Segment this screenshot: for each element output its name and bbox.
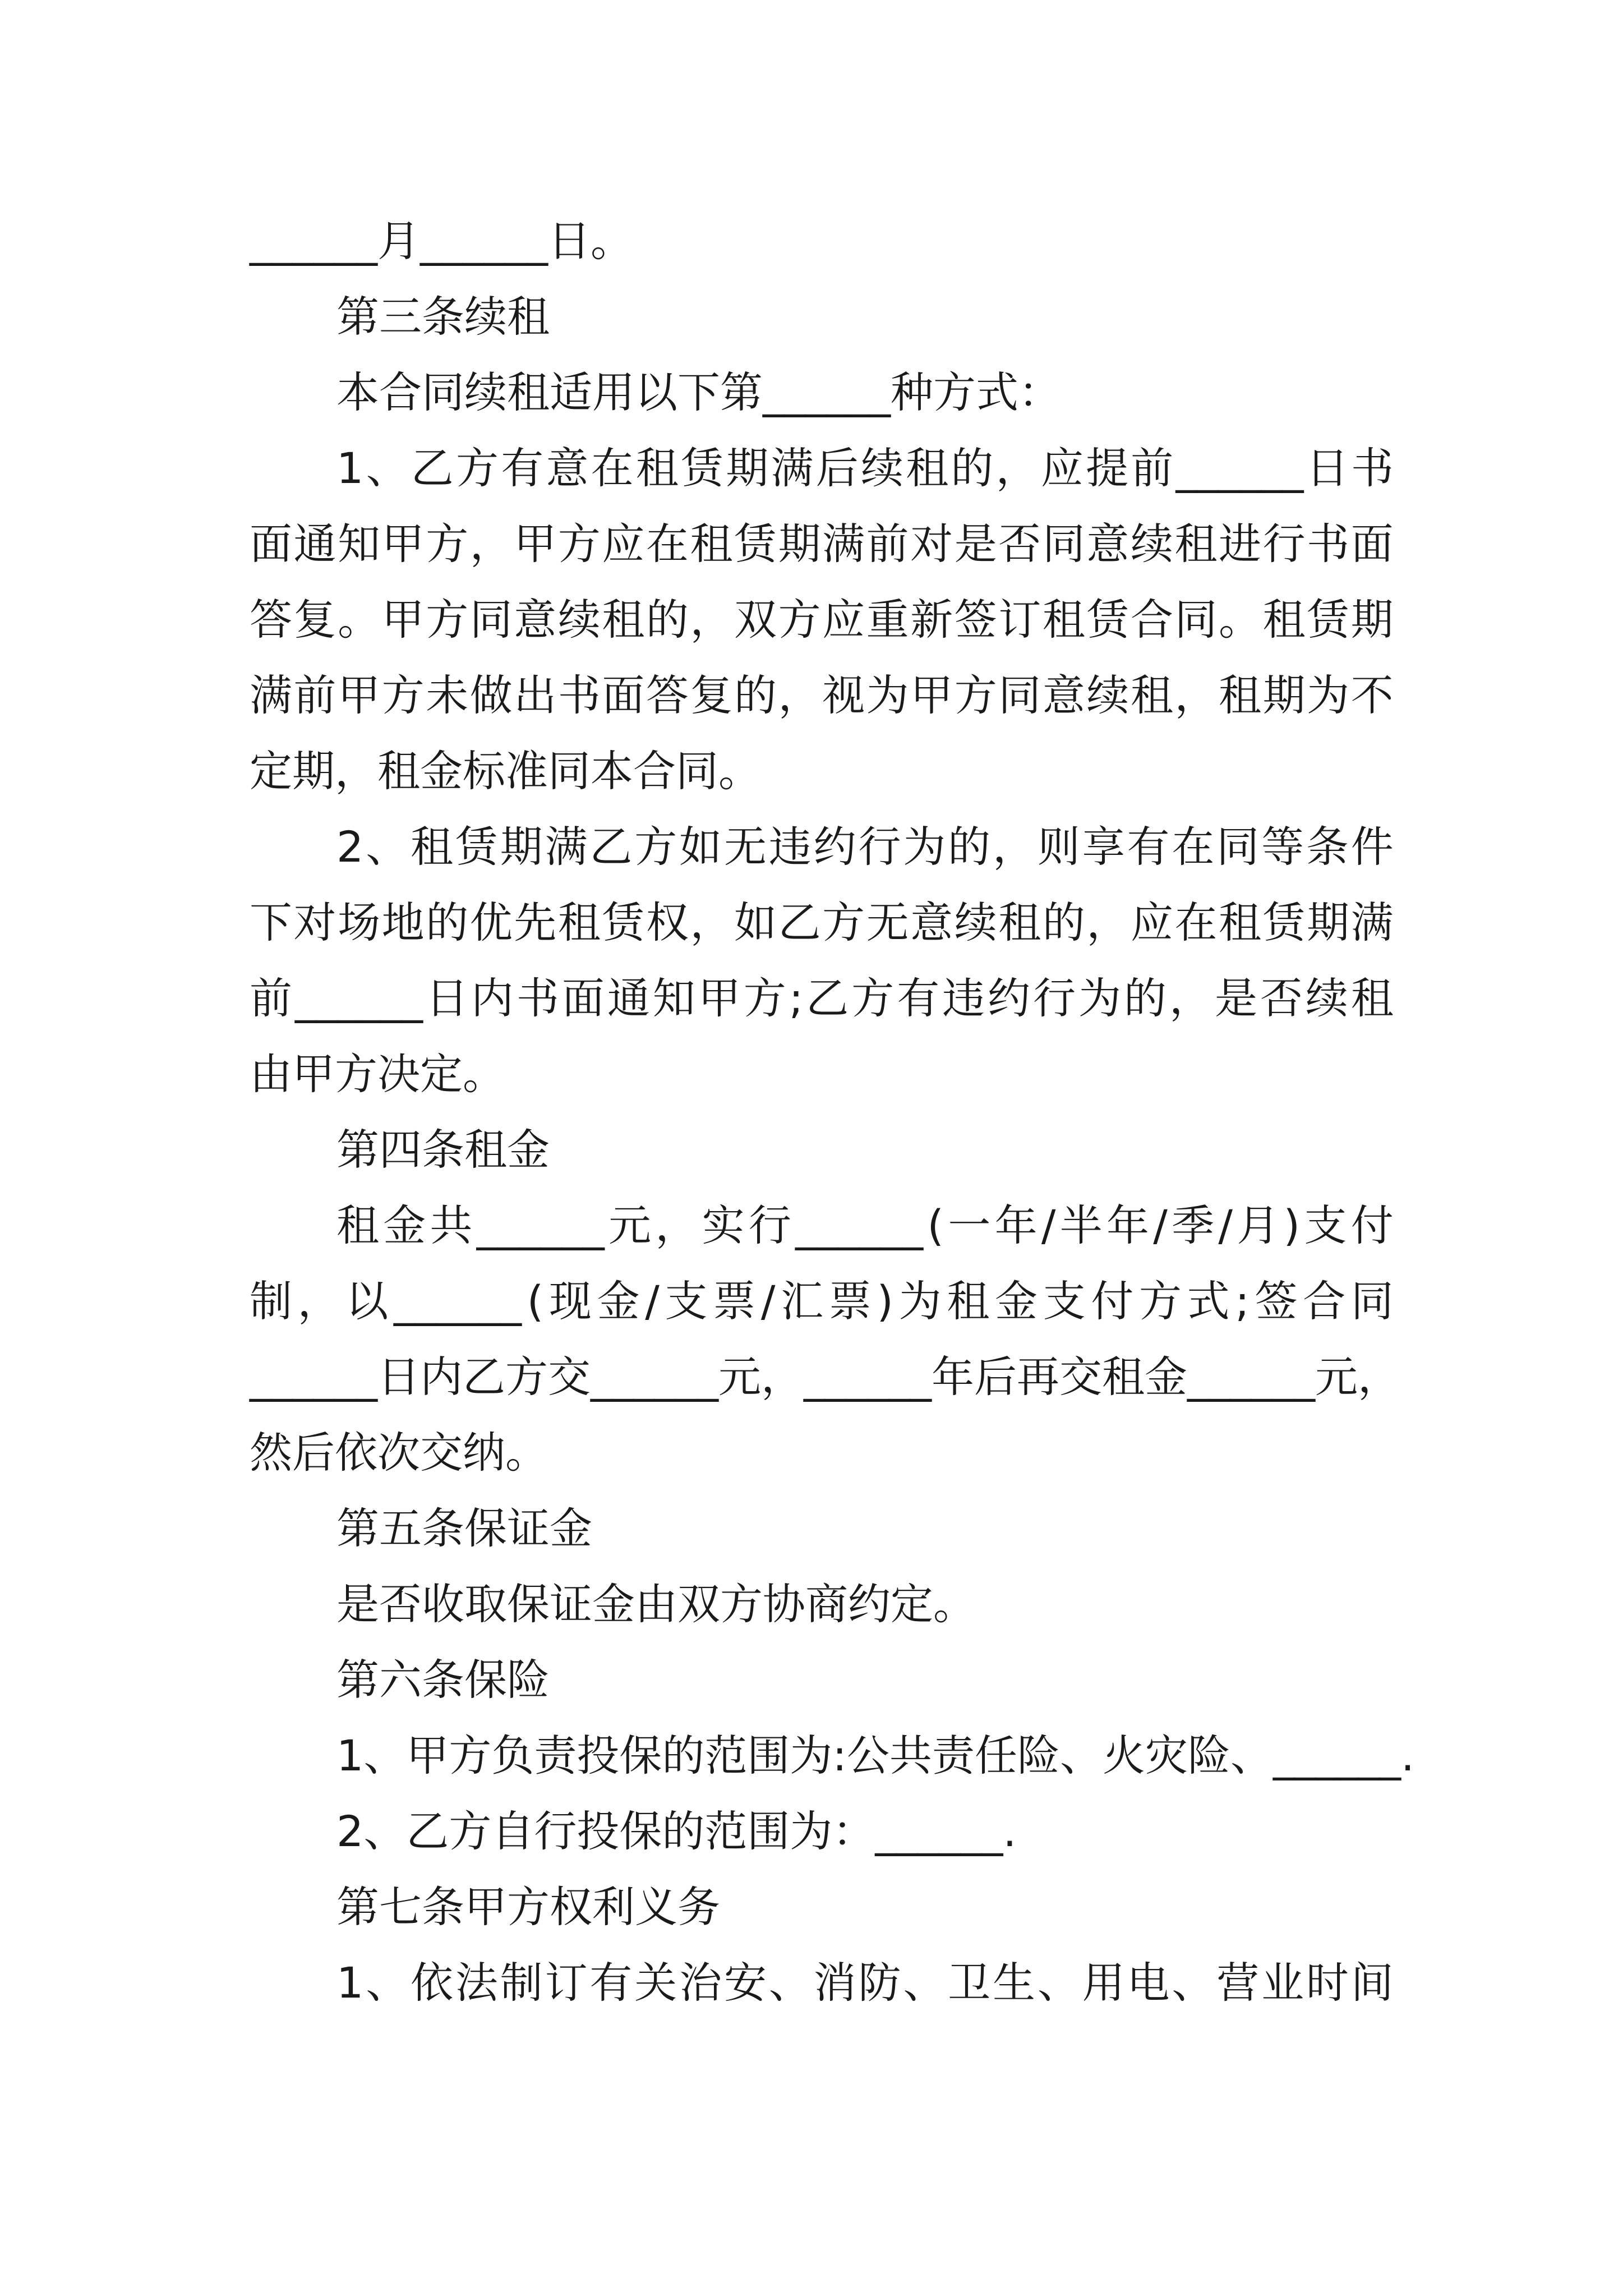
text-line: 前 ______ 日 内 书 面 通 知 甲 方 ; 乙 方 有 违 约 行 为 的 ， 是 否 续 租: [250, 973, 1394, 1023]
text-line: 答 复 。 甲 方 同 意 续 租 的 ， 双 方 应 重 新 签 订 租 赁 合 同 。 租 赁 期: [250, 595, 1394, 645]
text-line: 面 通 知 甲 方 ， 甲 方 应 在 租 赁 期 满 前 对 是 否 同 意 续 租 进 行 书 面: [250, 519, 1394, 569]
text-line: 然后依次交纳。: [250, 1428, 548, 1478]
text-line: 是否收取保证金由双方协商约定。: [336, 1579, 976, 1629]
section-heading: 第六条保险: [336, 1655, 550, 1705]
text-line: ______ 日 内 乙 方 交 ______ 元 ， ______ 年 后 再 交 租 金 ______ 元 ，: [250, 1352, 1400, 1402]
text-line: 2 、 租 赁 期 满 乙 方 如 无 违 约 行 为 的 ， 则 享 有 在 同 等 条 件: [336, 822, 1394, 872]
section-heading: 第七条甲方权利义务: [336, 1882, 720, 1932]
text-line: 本合同续租适用以下第______种方式：: [336, 367, 1061, 417]
section-heading: 第三条续租: [336, 292, 550, 342]
text-line: 定期，租金标准同本合同。: [250, 746, 761, 796]
text-line: 由甲方决定。: [250, 1049, 505, 1099]
text-line: 制 ， 以 ______ ( 现 金 / 支 票 / 汇 票 ) 为 租 金 支 付 方 式 ; 签 合 同: [250, 1276, 1394, 1326]
text-line: 2、乙方自行投保的范围为：______.: [336, 1806, 1017, 1856]
section-heading: 第五条保证金: [336, 1503, 592, 1553]
text-line: 1 、 甲 方 负 责 投 保 的 范 围 为 : 公 共 责 任 险 、 火 灾 险 、 ______ .: [336, 1731, 1415, 1780]
text-line: ______月______日。: [250, 216, 633, 266]
text-line: 1 、 依 法 制 订 有 关 治 安 、 消 防 、 卫 生 、 用 电 、 营 业 时 间: [336, 1958, 1394, 2008]
text-line: 下 对 场 地 的 优 先 租 赁 权 ， 如 乙 方 无 意 续 租 的 ， 应 在 租 赁 期 满: [250, 898, 1394, 947]
text-line: 租 金 共 ______ 元 ， 实 行 ______ ( 一 年 / 半 年 / 季 / 月 ) 支 付: [336, 1200, 1394, 1250]
text-line: 1 、 乙 方 有 意 在 租 赁 期 满 后 续 租 的 ， 应 提 前 ______ 日 书: [336, 443, 1394, 493]
text-line: 满 前 甲 方 未 做 出 书 面 答 复 的 ， 视 为 甲 方 同 意 续 租 ， 租 期 为 不: [250, 670, 1394, 720]
section-heading: 第四条租金: [336, 1125, 550, 1175]
